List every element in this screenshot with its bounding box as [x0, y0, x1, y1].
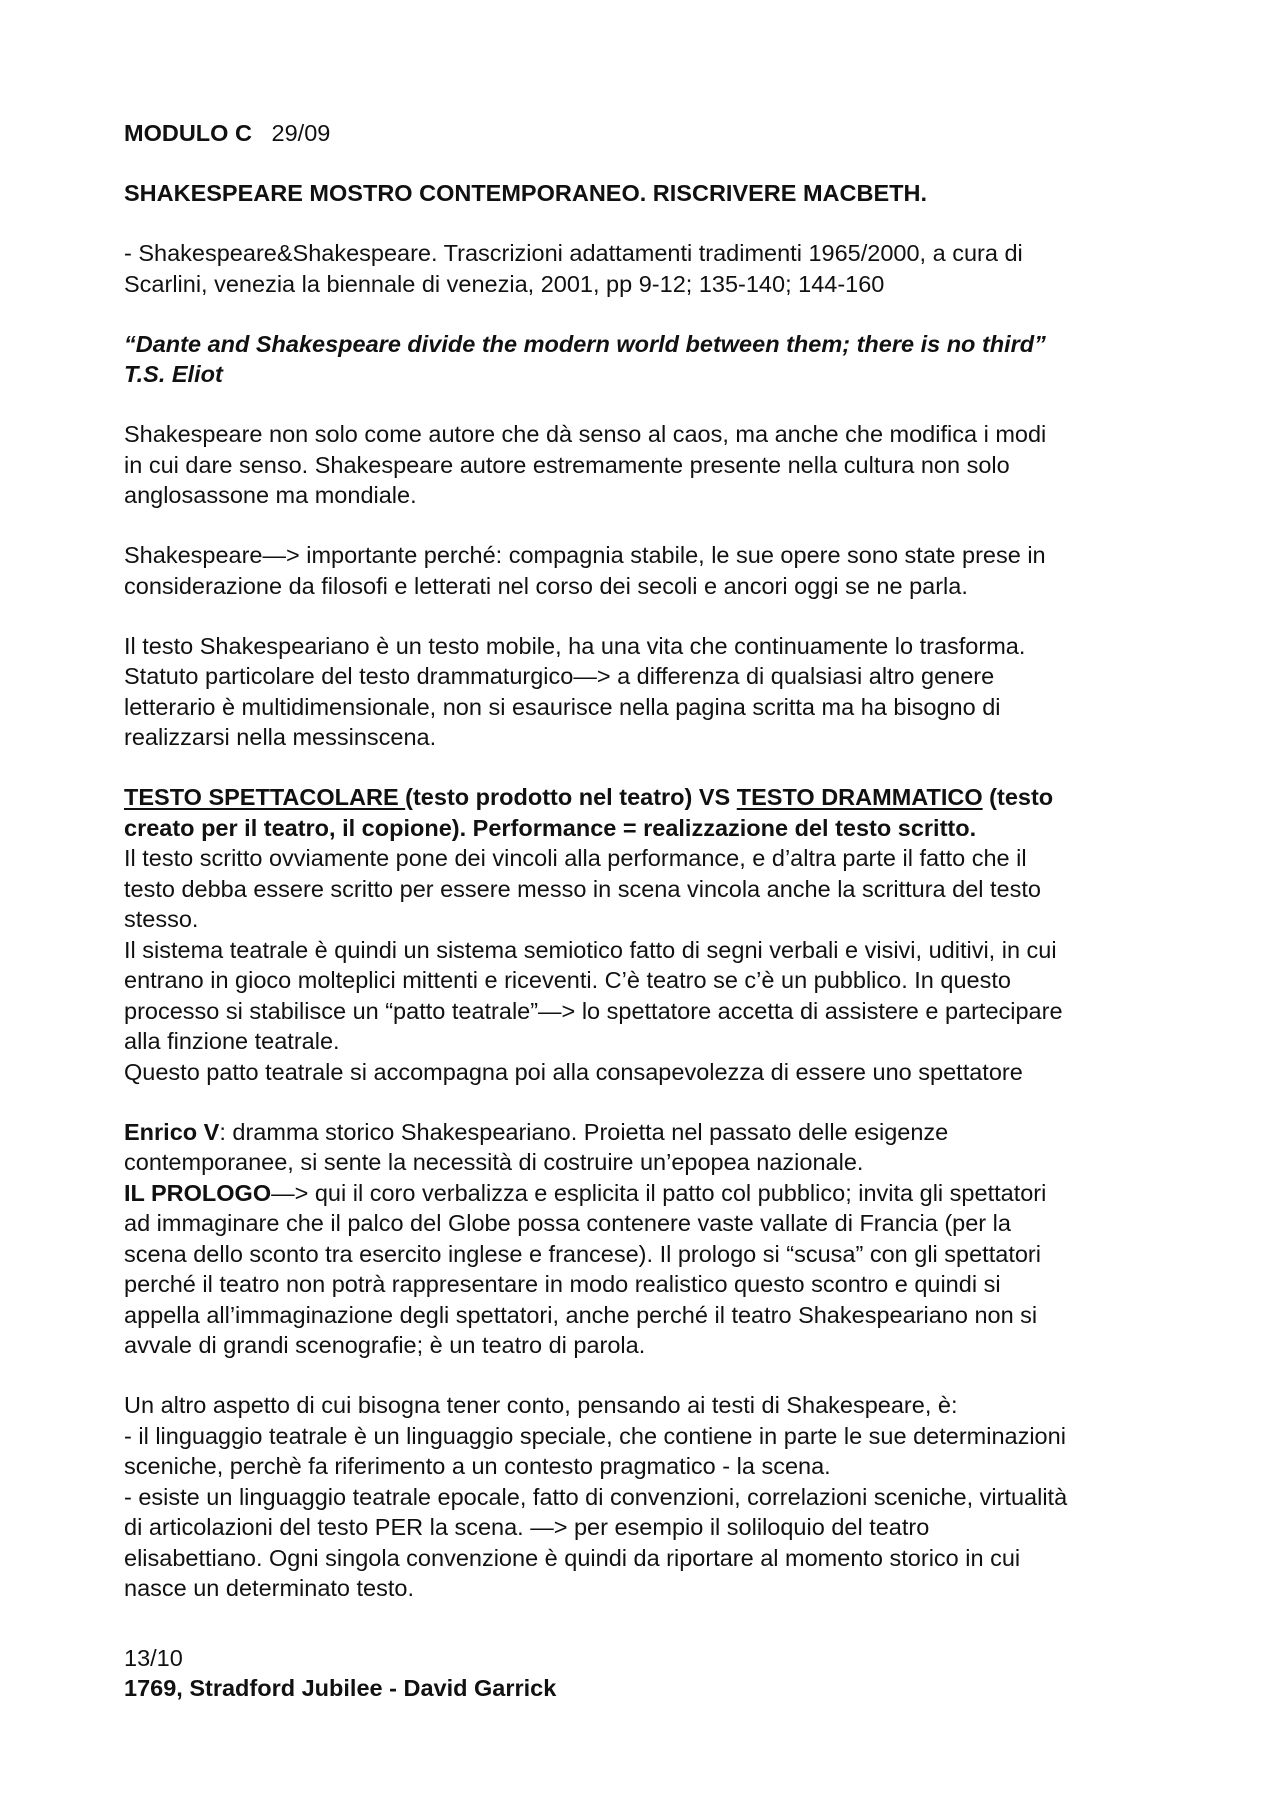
footer-heading: 1769, Stradford Jubilee - David Garrick — [124, 1675, 557, 1701]
document-page — [124, 118, 1184, 1704]
paragraph-line: - il linguaggio teatrale è un linguaggio speciale, che contiene in parte le sue determinazioni — [124, 1422, 1066, 1449]
paragraph-line: appella all’immaginazione degli spettatori, anche perché il teatro Shakespeariano non si — [124, 1301, 1038, 1328]
paragraph-line: letterario è multidimensionale, non si esaurisce nella pagina scritta ma ha bisogno di — [124, 693, 1001, 720]
paragraph-line: elisabettiano. Ogni singola convenzione è quindi da riportare al momento storico in cui — [124, 1544, 1021, 1571]
prologo-term: IL PROLOGO — [124, 1179, 272, 1206]
paragraph-line: Un altro aspetto di cui bisogna tener conto, pensando ai testi di Shakespeare, è: — [124, 1392, 958, 1418]
module-label: MODULO C — [124, 120, 252, 146]
quote-author: T.S. Eliot — [124, 361, 223, 387]
paragraph-line: considerazione da filosofi e letterati nel corso dei secoli e ancori oggi se ne parla. — [124, 572, 968, 599]
enrico-line-1: Enrico V: dramma storico Shakespeariano. Proietta nel passato delle esigenze — [124, 1118, 949, 1145]
enrico-term: Enrico V — [124, 1118, 220, 1145]
paragraph-line: nasce un determinato testo. — [124, 1575, 415, 1601]
testo-drammatico-term: TESTO DRAMMATICO — [736, 784, 983, 810]
document-title: SHAKESPEARE MOSTRO CONTEMPORANEO. RISCRIVERE MACBETH. — [124, 180, 927, 206]
footer-date: 13/10 — [124, 1644, 183, 1671]
paragraph-line: Il testo Shakespeariano è un testo mobile, ha una vita che continuamente lo trasforma. — [124, 632, 1026, 659]
paragraph-line: perché il teatro non potrà rappresentare in modo realistico questo scontro e quindi si — [124, 1271, 1001, 1297]
paragraph-line: avvale di grandi scenografie; è un teatro di parola. — [124, 1332, 646, 1358]
paragraph-line: Shakespeare—> importante perché: compagnia stabile, le sue opere sono state prese in — [124, 542, 1046, 568]
paragraph-line: in cui dare senso. Shakespeare autore estremamente presente nella cultura non solo — [124, 451, 1010, 478]
paragraph-line: entrano in gioco molteplici mittenti e riceventi. C’è teatro se c’è un pubblico. In questo — [124, 967, 1011, 993]
paragraph-line: - esiste un linguaggio teatrale epocale, fatto di convenzioni, correlazioni sceniche, virtualità — [124, 1483, 1068, 1510]
paragraph-line: scena dello sconto tra esercito inglese e francese). Il prologo si “scusa” con gli spettatori — [124, 1240, 1041, 1267]
paragraph-line: ad immaginare che il palco del Globe possa contenere vaste vallate di Francia (per la — [124, 1210, 1011, 1236]
paragraph-line: processo si stabilisce un “patto teatrale”—> lo spettatore accetta di assistere e partecipare — [124, 997, 1063, 1024]
module-header — [124, 118, 1184, 149]
prologo-line: IL PROLOGO—> qui il coro verbalizza e esplicita il patto col pubblico; invita gli spettatori — [124, 1179, 1047, 1206]
paragraph-line: anglosassone ma mondiale. — [124, 482, 417, 508]
testo-spettacolare-term: TESTO SPETTACOLARE — [124, 784, 406, 810]
paragraph-line: Il testo scritto ovviamente pone dei vincoli alla performance, e d’altra parte il fatto che il — [124, 845, 1027, 871]
teatro-heading-line-1: TESTO SPETTACOLARE (testo prodotto nel teatro) VS TESTO DRAMMATICO (testo — [124, 784, 1054, 810]
paragraph-line: contemporanee, si sente la necessità di costruire un’epopea nazionale. — [124, 1149, 864, 1175]
paragraph-line: Statuto particolare del testo drammaturgico—> a differenza di qualsiasi altro genere — [124, 663, 995, 689]
teatro-heading-line-2: creato per il teatro, il copione). Performance = realizzazione del testo scritto. — [124, 814, 977, 841]
paragraph-line: Il sistema teatrale è quindi un sistema semiotico fatto di segni verbali e visivi, uditivi, in cui — [124, 936, 1057, 963]
paragraph-line: Shakespeare non solo come autore che dà senso al caos, ma anche che modifica i modi — [124, 421, 1047, 447]
paragraph-line: alla finzione teatrale. — [124, 1028, 340, 1054]
paragraph-line: testo debba essere scritto per essere messo in scena vincola anche la scrittura del testo — [124, 875, 1041, 902]
paragraph-line: Questo patto teatrale si accompagna poi alla consapevolezza di essere uno spettatore — [124, 1058, 1023, 1085]
paragraph-line: stesso. — [124, 906, 199, 932]
paragraph-line: sceniche, perchè fa riferimento a un contesto pragmatico - la scena. — [124, 1453, 831, 1479]
reference-line-2: Scarlini, venezia la biennale di venezia, 2001, pp 9-12; 135-140; 144-160 — [124, 270, 885, 297]
reference-line-1: - Shakespeare&Shakespeare. Trascrizioni adattamenti tradimenti 1965/2000, a cura di — [124, 240, 1023, 266]
module-date: 29/09 — [271, 120, 331, 146]
quote-text: “Dante and Shakespeare divide the modern world between them; there is no third” — [124, 330, 1046, 357]
paragraph-line: realizzarsi nella messinscena. — [124, 724, 437, 750]
paragraph-line: di articolazioni del testo PER la scena. —> per esempio il soliloquio del teatro — [124, 1514, 930, 1540]
